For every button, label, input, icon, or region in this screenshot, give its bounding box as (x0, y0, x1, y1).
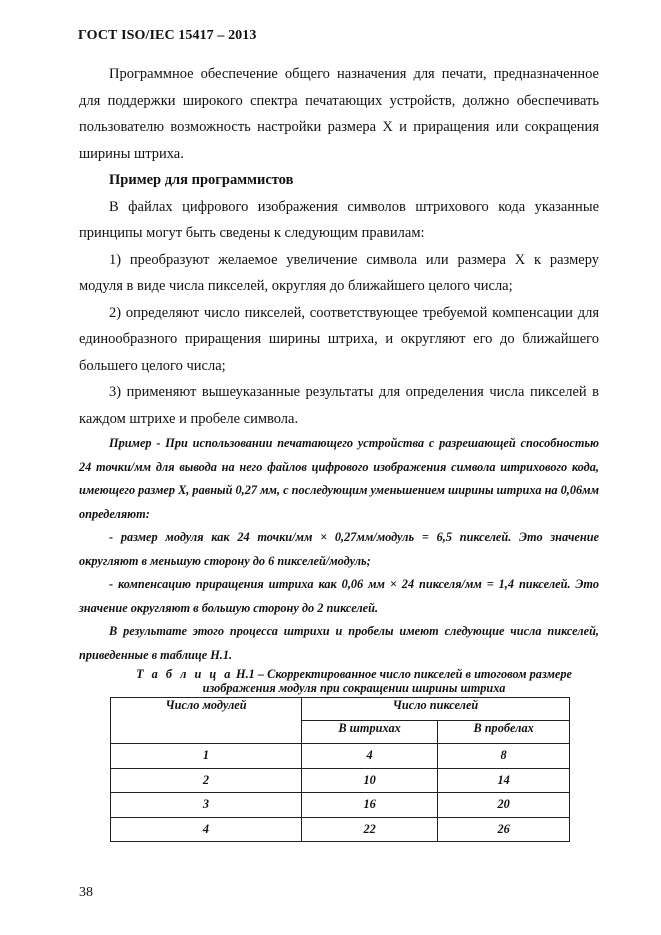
heading-programmer-example: Пример для программистов (109, 172, 294, 188)
pixel-count-table (110, 697, 570, 842)
cell-modules: 2 (111, 768, 302, 793)
example-block (79, 432, 599, 667)
cell-modules: 1 (111, 744, 302, 769)
table-row (111, 817, 570, 842)
header-pixels: Число пикселей (302, 698, 570, 721)
table-caption-label: Т а б л и ц а (136, 667, 233, 681)
header-bars: В штрихах (302, 721, 438, 744)
rule-3: 3) применяют вышеуказанные результаты для определения числа пикселей в каждом штрихе и пробеле символа. (79, 384, 599, 427)
cell-spaces: 8 (438, 744, 570, 769)
cell-modules: 4 (111, 817, 302, 842)
example-item-module-size: - размер модуля как 24 точки/мм × 0,27мм/модуль = 6,5 пикселей. Это значение округляют в меньшую сторону до 6 пикселей/модуль; (79, 530, 599, 568)
header-modules: Число модулей (111, 698, 302, 744)
cell-spaces: 26 (438, 817, 570, 842)
body-text (79, 61, 599, 432)
cell-bars: 10 (302, 768, 438, 793)
cell-modules: 3 (111, 793, 302, 818)
table-row (111, 744, 570, 769)
table-row (111, 793, 570, 818)
document-header: ГОСТ ISO/IEC 15417 – 2013 (78, 28, 257, 43)
table-row (111, 768, 570, 793)
table-caption (104, 667, 604, 695)
cell-bars: 22 (302, 817, 438, 842)
rule-2: 2) определяют число пикселей, соответствующее требуемой компенсации для единообразного приращения ширины штриха, и округляют его до ближайшего большего целого числа; (79, 304, 599, 374)
header-spaces: В пробелах (438, 721, 570, 744)
cell-bars: 16 (302, 793, 438, 818)
cell-bars: 4 (302, 744, 438, 769)
rule-1: 1) преобразуют желаемое увеличение символа или размера X к размеру модуля в виде числа пикселей, округляя до ближайшего целого числа; (79, 251, 599, 294)
paragraph-principles: В файлах цифрового изображения символов штрихового кода указанные принципы могут быть сведены к следующим правилам: (79, 198, 599, 241)
page-number: 38 (79, 885, 93, 900)
example-intro: Пример - При использовании печатающего устройства с разрешающей способностью 24 точки/мм для вывода на него файлов цифрового изображения символа штрихового кода, имеющего размер X, равный 0,27 мм, с последующим уменьшением ширины штриха на 0,06мм определяют: (79, 436, 599, 521)
paragraph-general-software: Программное обеспечение общего назначения для печати, предназначенное для поддержки широкого спектра печатающих устройств, должно обеспечивать пользователю возможность настройки размера X и приращения или сокращения ширины штриха. (79, 66, 599, 162)
table-caption-text: Н.1 – Скорректированное число пикселей в итоговом размере изображения модуля при сокращении ширины штриха (202, 667, 572, 695)
example-item-compensation: - компенсацию приращения штриха как 0,06 мм × 24 пикселя/мм = 1,4 пикселей. Это значение округляют в большую сторону до 2 пикселей. (79, 577, 599, 615)
cell-spaces: 20 (438, 793, 570, 818)
cell-spaces: 14 (438, 768, 570, 793)
example-result: В результате этого процесса штрихи и пробелы имеют следующие числа пикселей, приведенные в таблице Н.1. (79, 624, 599, 662)
